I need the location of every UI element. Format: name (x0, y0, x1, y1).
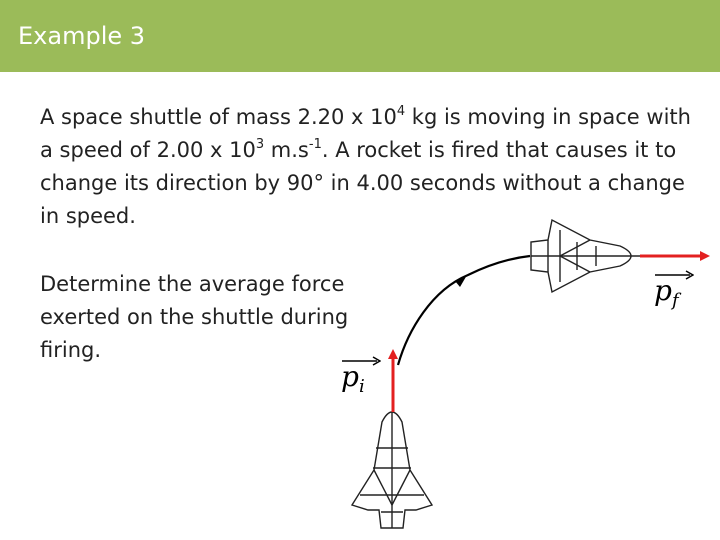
vector-arrow-icon (654, 270, 694, 280)
slide-title: Example 3 (18, 22, 146, 50)
shuttle-final-icon (531, 220, 640, 292)
exponent-mass: 4 (396, 104, 406, 119)
final-momentum-symbol: p (654, 274, 672, 307)
problem-text-3: m.s (264, 138, 309, 162)
exponent-unit: -1 (308, 137, 322, 152)
initial-momentum-symbol: p (341, 360, 359, 393)
trajectory-arrow-icon (455, 275, 467, 287)
vector-arrow-icon (341, 356, 381, 366)
initial-momentum-subscript: i (358, 376, 365, 397)
exponent-speed: 3 (255, 137, 265, 152)
trajectory-path (398, 256, 530, 365)
initial-momentum-label (341, 360, 365, 397)
problem-text-2: kg is moving in space with a speed of 2.00 x 10 (40, 105, 691, 162)
final-momentum-label (654, 274, 679, 311)
problem-text-1: A space shuttle of mass 2.20 x 10 (40, 105, 397, 129)
question-text: Determine the average force exerted on the shuttle during firing. (40, 272, 349, 362)
shuttle-initial-icon (352, 412, 432, 528)
problem-text-4: . A rocket is fired that causes it to change its direction by 90° in 4.00 seconds without a change in speed. (40, 138, 685, 228)
final-momentum-subscript: f (671, 290, 679, 311)
